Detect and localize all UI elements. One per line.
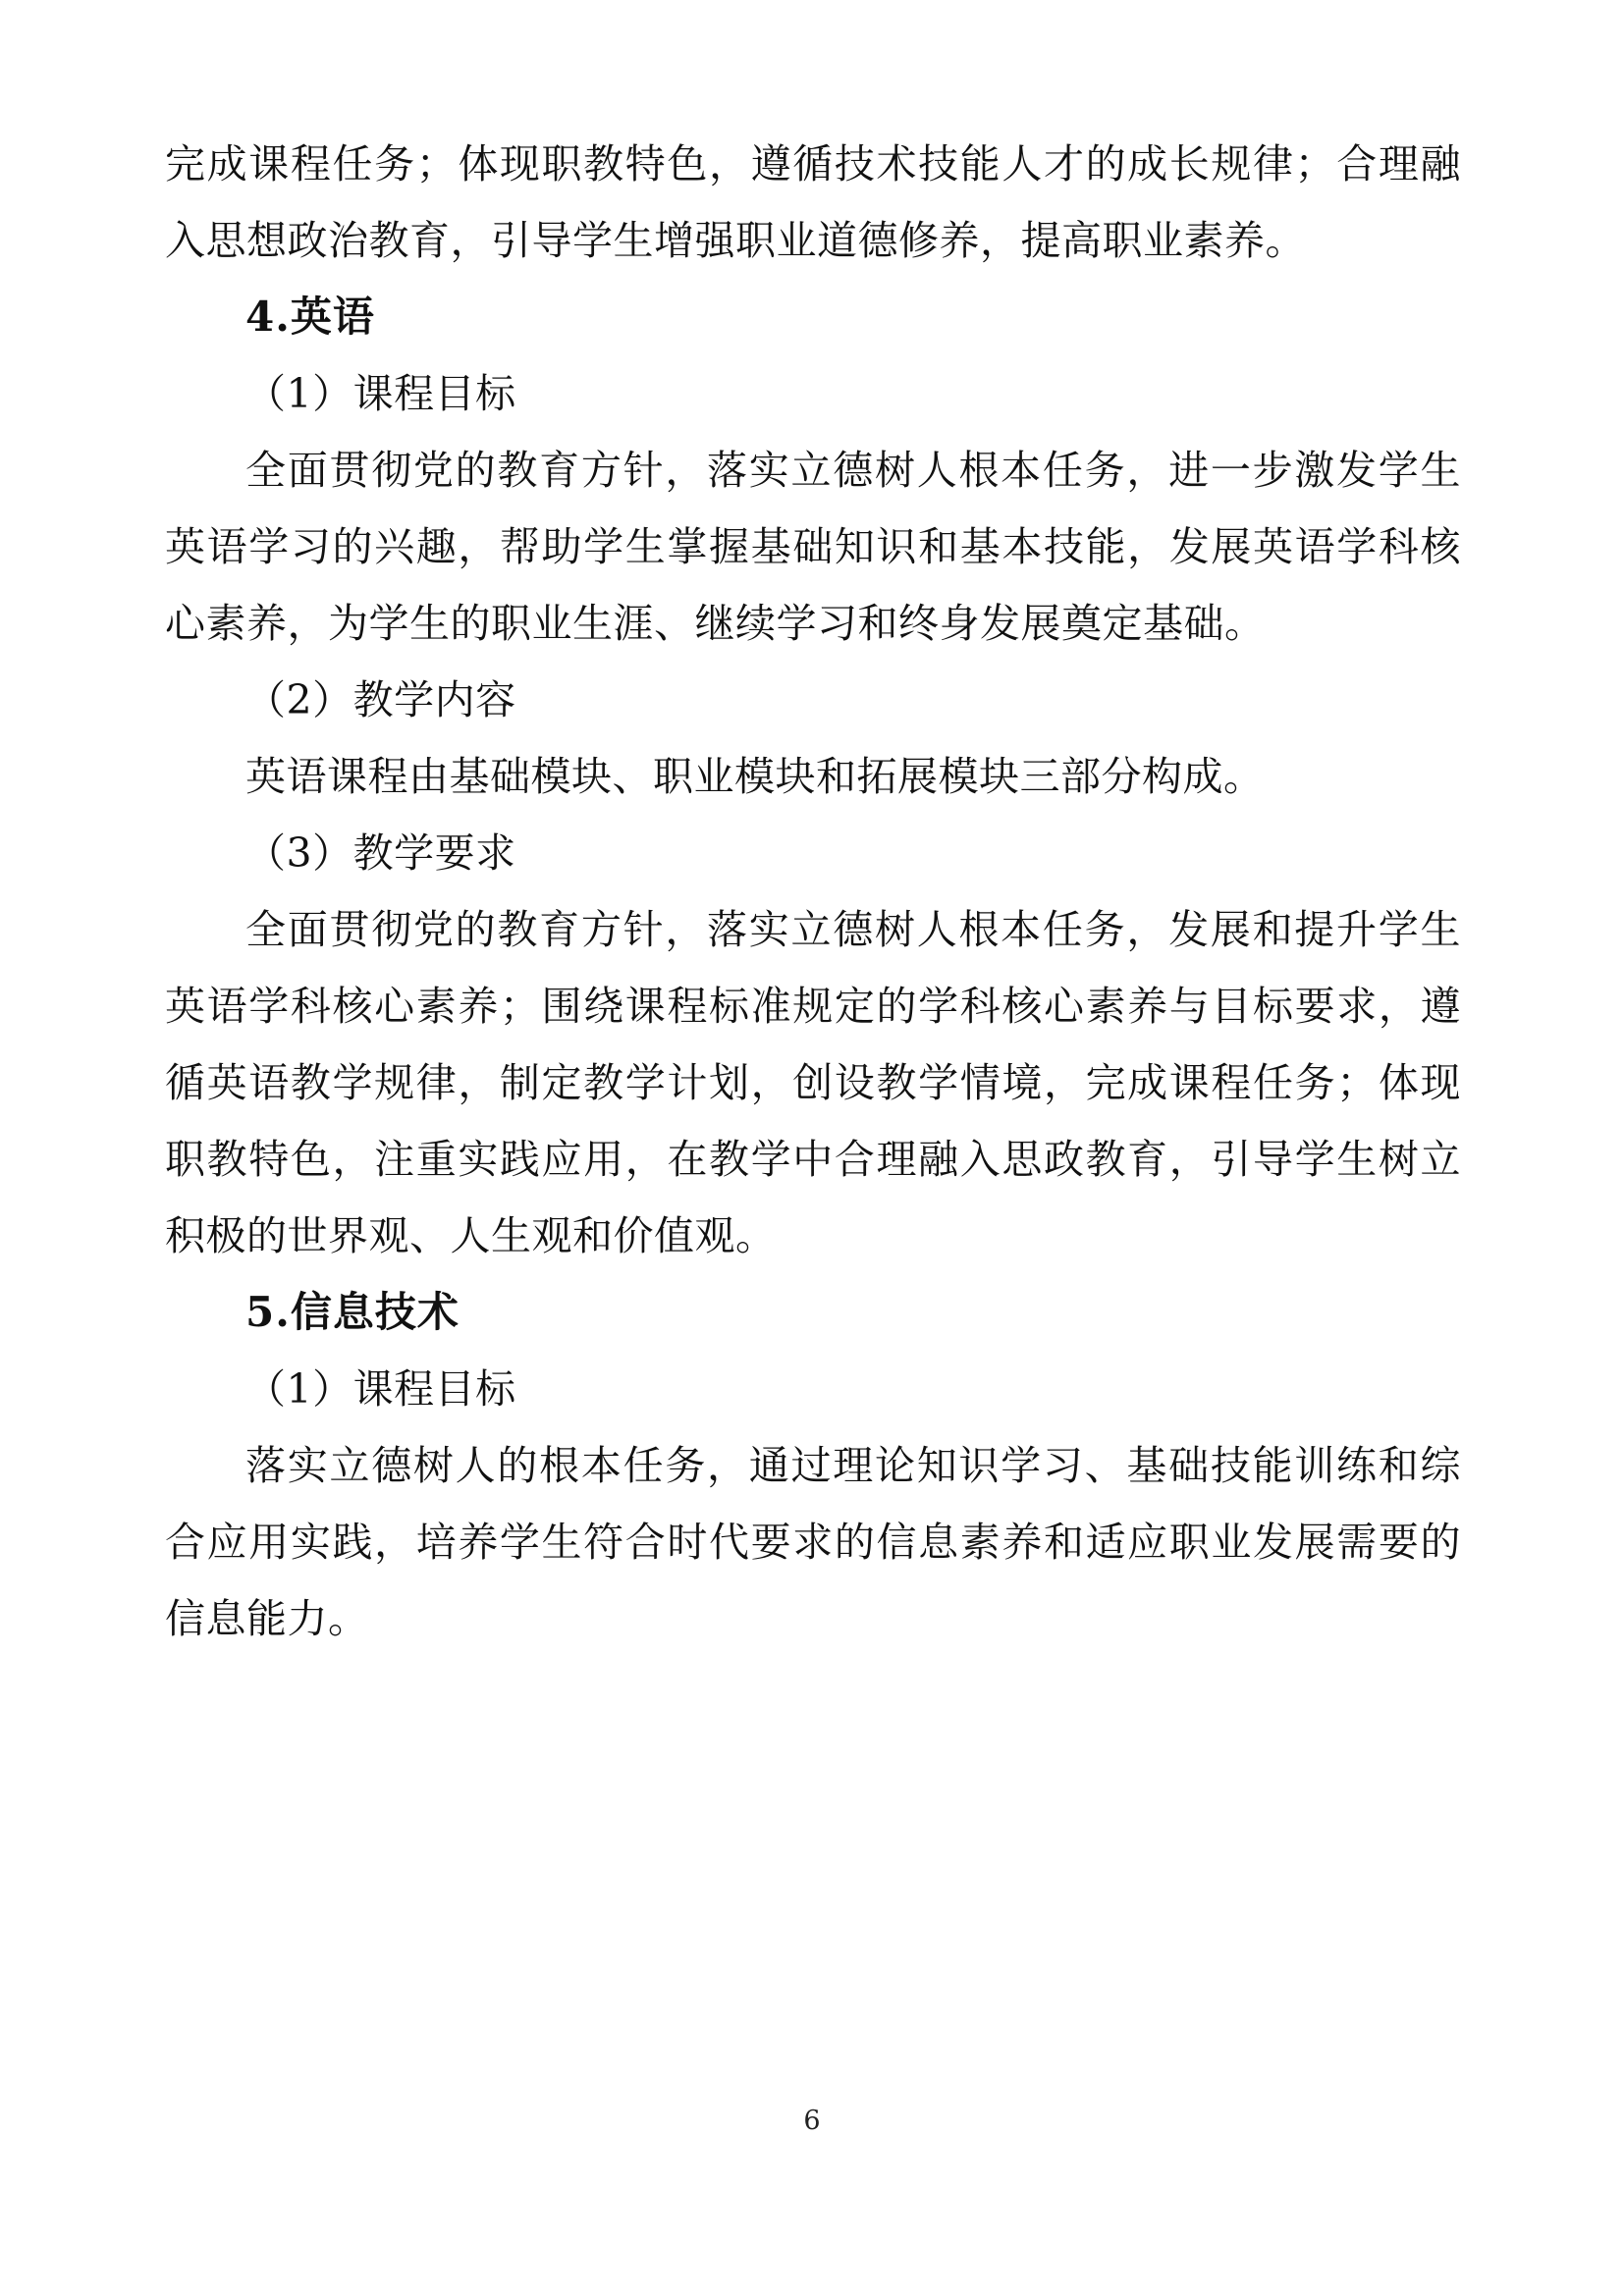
subheading-english-teaching-content: （2）教学内容 xyxy=(245,676,516,723)
paragraph-english-teaching-requirements: 全面贯彻党的教育方针，落实立德树人根本任务，发展和提升学生英语学科核心素养；围绕课程标准规定的学科核心素养与目标要求，遵循英语教学规律，制定教学计划，创设教学情境，完成课程任务；体现职教特色，注重实践应用，在教学中合理融入思政教育，引导学生树立积极的世界观、人生观和价值观。 xyxy=(165,906,1461,1259)
subheading-it-course-objective: （1）课程目标 xyxy=(245,1365,516,1413)
paragraph-continued: 完成课程任务；体现职教特色，遵循技术技能人才的成长规律；合理融入思想政治教育，引导学生增强职业道德修养，提高职业素养。 xyxy=(165,140,1461,264)
section-heading-information-technology: 5.信息技术 xyxy=(245,1288,460,1336)
page-content xyxy=(165,126,1461,1657)
section-heading-english: 4.英语 xyxy=(245,293,375,341)
page-number: 6 xyxy=(803,2106,821,2136)
paragraph-english-teaching-content: 英语课程由基础模块、职业模块和拓展模块三部分构成。 xyxy=(245,753,1265,800)
subheading-english-teaching-requirements: （3）教学要求 xyxy=(245,829,516,877)
paragraph-english-course-objective: 全面贯彻党的教育方针，落实立德树人根本任务，进一步激发学生英语学习的兴趣，帮助学生掌握基础知识和基本技能，发展英语学科核心素养，为学生的职业生涯、继续学习和终身发展奠定基础。 xyxy=(165,447,1461,647)
subheading-english-course-objective: （1）课程目标 xyxy=(245,370,516,417)
paragraph-it-course-objective: 落实立德树人的根本任务，通过理论知识学习、基础技能训练和综合应用实践，培养学生符合时代要求的信息素养和适应职业发展需要的信息能力。 xyxy=(165,1442,1461,1642)
